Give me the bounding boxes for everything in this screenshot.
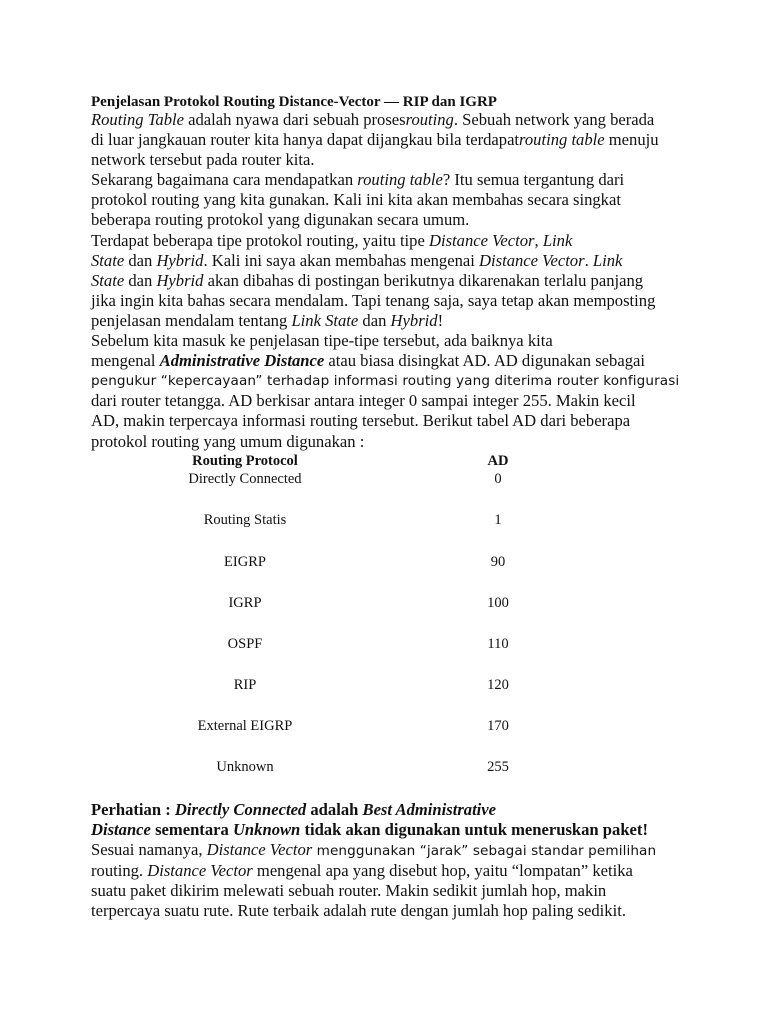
table-row <box>140 717 640 735</box>
text: atau biasa disingkat AD. AD digunakan sebagai <box>324 351 645 371</box>
protocol-cell: Unknown <box>216 759 274 775</box>
text: Terdapat beberapa tipe protokol routing, yaitu tipe <box>91 230 429 250</box>
protocol-cell: IGRP <box>228 595 262 611</box>
term: Link <box>542 230 573 250</box>
page-title: Penjelasan Protokol Routing Distance-Vector — RIP dan IGRP <box>91 94 497 110</box>
term-strong: Administrative Distance <box>159 351 325 371</box>
paragraph-3-line-1 <box>91 231 691 251</box>
text: adalah <box>306 800 363 819</box>
table-row <box>140 594 640 612</box>
text: , <box>534 230 543 250</box>
protocol-cell: OSPF <box>227 636 263 652</box>
term: routing <box>405 110 454 129</box>
table-row <box>140 758 640 776</box>
text: adalah nyawa dari sebuah proses <box>183 110 406 129</box>
paragraph-3-line-3 <box>91 271 691 291</box>
paragraph-3-line-2 <box>91 251 691 271</box>
term: Distance Vector <box>428 230 535 250</box>
paragraph-3-line-5 <box>91 311 691 331</box>
text: . <box>584 250 593 270</box>
protocol-cell: Directly Connected <box>188 471 302 487</box>
paragraph-4-line-2 <box>91 351 691 371</box>
term: routing table <box>357 170 443 190</box>
term: Hybrid <box>156 270 204 290</box>
term: State <box>91 250 125 270</box>
paragraph-4-line-4: dari router tetangga. AD berkisar antara integer 0 sampai integer 255. Makin kecil <box>91 391 636 411</box>
text: menggunakan “jarak” sebagai standar pemilihan <box>312 843 657 860</box>
term: Distance <box>91 820 151 840</box>
term: Best Administrative <box>362 800 497 819</box>
table-row <box>140 553 640 571</box>
ad-cell: 110 <box>487 636 509 652</box>
text: . Kali ini saya akan membahas mengenai <box>203 250 480 270</box>
term: State <box>91 270 125 290</box>
table-row <box>140 635 640 653</box>
paragraph-1-line-3: network tersebut pada router kita. <box>91 150 315 170</box>
paragraph-3-line-4: jika ingin kita bahas secara mendalam. Tapi tenang saja, saya tetap akan memposting <box>91 290 656 310</box>
paragraph-1-line-1 <box>91 110 691 130</box>
text: penjelasan mendalam tentang <box>91 310 292 330</box>
text: ? Itu semua tergantung dari <box>442 170 625 190</box>
text: mengenal apa yang disebut hop, yaitu “lompatan” ketika <box>252 861 633 881</box>
table-row <box>140 676 640 694</box>
intro-text <box>91 110 691 452</box>
text: tidak akan digunakan untuk meneruskan paket! <box>300 820 648 840</box>
paragraph-1-line-2 <box>91 130 691 150</box>
paragraph-2-line-1 <box>91 170 691 190</box>
table-header-protocol: Routing Protocol <box>192 453 298 469</box>
term: Unknown <box>232 820 301 840</box>
term: Routing Table <box>91 110 184 129</box>
term: Distance Vector <box>147 861 253 881</box>
paragraph-5-line-3: suatu paket dikirim melewati sebuah router. Makin sedikit jumlah hop, makin <box>91 881 607 901</box>
ad-cell: 120 <box>487 677 509 693</box>
closing-text <box>91 800 691 922</box>
table-row <box>140 511 640 529</box>
term: Link <box>592 250 623 270</box>
text: sementara <box>150 820 233 840</box>
protocol-cell: External EIGRP <box>197 718 293 734</box>
term: Hybrid <box>156 250 204 270</box>
term: Link State <box>291 310 359 330</box>
protocol-cell: RIP <box>233 677 257 693</box>
text: Perhatian : <box>91 800 175 819</box>
text: dan <box>124 250 157 270</box>
term: Directly Connected <box>174 800 307 819</box>
paragraph-5-line-1 <box>91 840 691 861</box>
table-header-ad: AD <box>487 453 509 469</box>
protocol-cell: Routing Statis <box>203 512 287 528</box>
paragraph-4-line-1: Sebelum kita masuk ke penjelasan tipe-tipe tersebut, ada baiknya kita <box>91 331 553 351</box>
text: mengenal <box>91 351 160 371</box>
paragraph-5-line-2 <box>91 861 691 881</box>
paragraph-5-line-4: terpercaya suatu rute. Rute terbaik adalah rute dengan jumlah hop paling sedikit. <box>91 901 626 921</box>
term: Hybrid <box>390 310 438 330</box>
paragraph-4-line-6: protokol routing yang umum digunakan : <box>91 431 365 451</box>
paragraph-2-line-3: beberapa routing protokol yang digunakan secara umum. <box>91 210 470 230</box>
ad-cell: 100 <box>487 595 509 611</box>
term: Distance Vector <box>206 840 313 860</box>
table-row <box>140 470 640 488</box>
text: ! <box>437 310 444 330</box>
term: routing table <box>519 130 605 150</box>
paragraph-2-line-2: protokol routing yang kita gunakan. Kali ini kita akan membahas secara singkat <box>91 190 621 210</box>
text: Sesuai namanya, <box>91 840 207 860</box>
ad-cell: 90 <box>490 554 506 570</box>
text: dan <box>124 270 157 290</box>
paragraph-4-line-3: pengukur “kepercayaan” terhadap informasi routing yang diterima router konfigurasi <box>91 373 680 390</box>
note-line-2 <box>91 820 691 840</box>
text: Sekarang bagaimana cara mendapatkan <box>91 170 358 190</box>
text: di luar jangkauan router kita hanya dapat dijangkau bila terdapat <box>91 130 520 150</box>
term: Distance Vector <box>479 250 585 270</box>
paragraph-4-line-5: AD, makin terpercaya informasi routing tersebut. Berikut tabel AD dari beberapa <box>91 411 631 431</box>
ad-cell: 255 <box>487 759 509 775</box>
ad-cell: 1 <box>494 512 502 528</box>
text: menuju <box>604 130 659 150</box>
note-line-1 <box>91 800 691 820</box>
ad-cell: 0 <box>494 471 502 487</box>
text: akan dibahas di postingan berikutnya dikarenakan terlalu panjang <box>203 270 644 290</box>
text: routing. <box>91 861 148 881</box>
ad-cell: 170 <box>487 718 509 734</box>
text: dan <box>358 310 391 330</box>
text: . Sebuah network yang berada <box>453 110 655 129</box>
protocol-cell: EIGRP <box>224 554 266 570</box>
